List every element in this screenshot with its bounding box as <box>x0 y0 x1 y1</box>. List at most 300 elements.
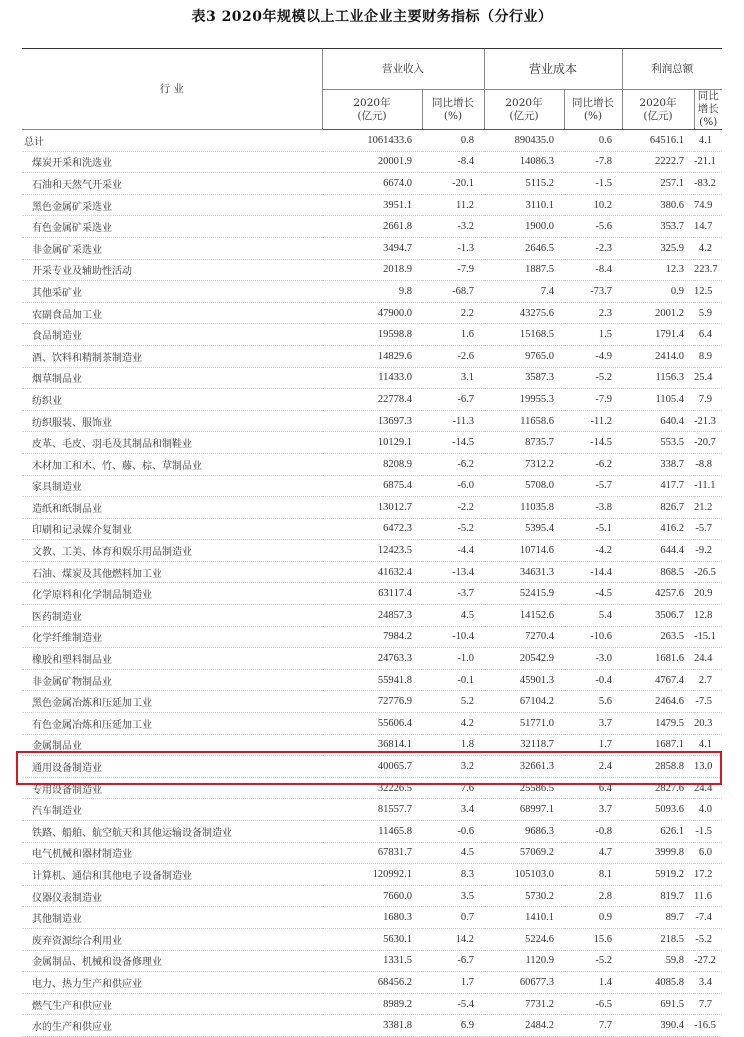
table-row <box>22 518 722 540</box>
cost-value-cell: 14086.3 <box>484 151 564 173</box>
industry-cell: 木材加工和木、竹、藤、棕、草制品业 <box>22 453 322 475</box>
table-row <box>22 713 722 735</box>
cost-growth-cell: -7.8 <box>564 151 622 173</box>
revenue-growth-cell: 6.9 <box>422 1015 484 1037</box>
cost-value-cell: 20542.9 <box>484 648 564 670</box>
cost-value-cell: 57069.2 <box>484 842 564 864</box>
revenue-growth-cell: -0.1 <box>422 669 484 691</box>
revenue-growth-cell: 3.4 <box>422 799 484 821</box>
industry-cell: 开采专业及辅助性活动 <box>22 259 322 281</box>
revenue-growth-cell: 0.8 <box>422 130 484 152</box>
profit-value-cell: 338.7 <box>622 453 694 475</box>
industry-cell: 其他制造业 <box>22 907 322 929</box>
cost-growth-cell: -5.2 <box>564 950 622 972</box>
industry-cell: 电力、热力生产和供应业 <box>22 972 322 994</box>
cost-growth-cell: 3.7 <box>564 713 622 735</box>
header-growth-unit: (%) <box>443 109 463 122</box>
table-row <box>22 756 722 778</box>
cost-growth-cell: -14.4 <box>564 561 622 583</box>
revenue-growth-cell: -5.4 <box>422 993 484 1015</box>
table-row <box>22 777 722 799</box>
header-value-year: 2020年 <box>353 96 391 109</box>
table-row <box>22 259 722 281</box>
revenue-value-cell: 67831.7 <box>322 842 422 864</box>
cost-value-cell: 105103.0 <box>484 864 564 886</box>
cost-value-cell: 60677.3 <box>484 972 564 994</box>
table-row <box>22 993 722 1015</box>
cost-value-cell: 11035.8 <box>484 497 564 519</box>
header-value-unit: (亿元) <box>357 109 387 122</box>
cost-growth-cell: -6.2 <box>564 453 622 475</box>
revenue-growth-cell: -1.3 <box>422 237 484 259</box>
industry-cell: 文教、工美、体育和娱乐用品制造业 <box>22 540 322 562</box>
revenue-value-cell: 9.8 <box>322 281 422 303</box>
profit-value-cell: 380.6 <box>622 194 694 216</box>
revenue-value-cell: 1680.3 <box>322 907 422 929</box>
table-row <box>22 345 722 367</box>
revenue-growth-cell: -13.4 <box>422 561 484 583</box>
profit-growth-cell: -26.5 <box>694 561 722 583</box>
revenue-value-cell: 2661.8 <box>322 216 422 238</box>
table-row <box>22 842 722 864</box>
cost-value-cell: 3110.1 <box>484 194 564 216</box>
table-row <box>22 950 722 972</box>
revenue-value-cell: 22778.4 <box>322 389 422 411</box>
revenue-growth-cell: -20.1 <box>422 173 484 195</box>
industry-cell: 酒、饮料和精制茶制造业 <box>22 345 322 367</box>
table-row <box>22 928 722 950</box>
cost-growth-cell: -10.6 <box>564 626 622 648</box>
cost-growth-cell: 4.7 <box>564 842 622 864</box>
financial-table-container <box>22 48 722 1037</box>
cost-value-cell: 1900.0 <box>484 216 564 238</box>
profit-value-cell: 4257.6 <box>622 583 694 605</box>
profit-value-cell: 826.7 <box>622 497 694 519</box>
revenue-value-cell: 6875.4 <box>322 475 422 497</box>
cost-value-cell: 7312.2 <box>484 453 564 475</box>
profit-value-cell: 263.5 <box>622 626 694 648</box>
table-row-total <box>22 130 722 152</box>
revenue-growth-cell: 8.3 <box>422 864 484 886</box>
cost-growth-cell: -5.7 <box>564 475 622 497</box>
profit-growth-cell: 12.8 <box>694 605 722 627</box>
profit-value-cell: 3999.8 <box>622 842 694 864</box>
cost-value-cell: 1410.1 <box>484 907 564 929</box>
profit-value-cell: 553.5 <box>622 432 694 454</box>
revenue-growth-cell: -68.7 <box>422 281 484 303</box>
cost-growth-cell: -5.2 <box>564 367 622 389</box>
revenue-value-cell: 5630.1 <box>322 928 422 950</box>
cost-growth-cell: 8.1 <box>564 864 622 886</box>
profit-value-cell: 640.4 <box>622 410 694 432</box>
cost-value-cell: 8735.7 <box>484 432 564 454</box>
cost-growth-cell: 2.4 <box>564 756 622 778</box>
cost-value-cell: 14152.6 <box>484 605 564 627</box>
profit-value-cell: 416.2 <box>622 518 694 540</box>
table-row <box>22 821 722 843</box>
profit-value-cell: 691.5 <box>622 993 694 1015</box>
revenue-value-cell: 6472.3 <box>322 518 422 540</box>
profit-growth-cell: -5.7 <box>694 518 722 540</box>
profit-growth-cell: 12.5 <box>694 281 722 303</box>
header-value-unit: (亿元) <box>643 109 673 122</box>
cost-growth-cell: -11.2 <box>564 410 622 432</box>
industry-cell: 食品制造业 <box>22 324 322 346</box>
table-row <box>22 151 722 173</box>
revenue-value-cell: 11433.0 <box>322 367 422 389</box>
industry-cell: 家具制造业 <box>22 475 322 497</box>
cost-growth-cell: -1.5 <box>564 173 622 195</box>
header-growth-label: 同比增长 <box>697 90 719 115</box>
cost-value-cell: 5115.2 <box>484 173 564 195</box>
cost-value-cell: 67104.2 <box>484 691 564 713</box>
profit-growth-cell: 74.9 <box>694 194 722 216</box>
cost-value-cell: 2484.2 <box>484 1015 564 1037</box>
cost-growth-cell: 0.6 <box>564 130 622 152</box>
header-growth-unit: (%) <box>699 116 718 128</box>
profit-value-cell: 1681.6 <box>622 648 694 670</box>
industry-cell: 化学原料和化学制品制造业 <box>22 583 322 605</box>
cost-value-cell: 32118.7 <box>484 734 564 756</box>
industry-cell: 医药制造业 <box>22 605 322 627</box>
table-body <box>22 130 722 1037</box>
profit-growth-cell: 21.2 <box>694 497 722 519</box>
profit-growth-cell: 5.9 <box>694 302 722 324</box>
cost-value-cell: 9765.0 <box>484 345 564 367</box>
cost-value-cell: 15168.5 <box>484 324 564 346</box>
profit-value-cell: 2858.8 <box>622 756 694 778</box>
industry-cell: 造纸和纸制品业 <box>22 497 322 519</box>
profit-growth-cell: 24.4 <box>694 777 722 799</box>
profit-growth-cell: 4.1 <box>694 130 722 152</box>
header-cost-value <box>484 90 564 130</box>
revenue-value-cell: 120992.1 <box>322 864 422 886</box>
industry-cell: 农副食品加工业 <box>22 302 322 324</box>
header-value-year: 2020年 <box>639 96 677 109</box>
cost-growth-cell: 2.8 <box>564 885 622 907</box>
revenue-value-cell: 3381.8 <box>322 1015 422 1037</box>
profit-value-cell: 1479.5 <box>622 713 694 735</box>
revenue-growth-cell: 5.2 <box>422 691 484 713</box>
profit-growth-cell: -16.5 <box>694 1015 722 1037</box>
revenue-growth-cell: -6.7 <box>422 389 484 411</box>
revenue-growth-cell: 14.2 <box>422 928 484 950</box>
revenue-value-cell: 8208.9 <box>322 453 422 475</box>
profit-growth-cell: -9.2 <box>694 540 722 562</box>
revenue-growth-cell: -3.2 <box>422 216 484 238</box>
cost-value-cell: 5708.0 <box>484 475 564 497</box>
profit-growth-cell: -83.2 <box>694 173 722 195</box>
industry-cell: 有色金属冶炼和压延加工业 <box>22 713 322 735</box>
profit-value-cell: 2414.0 <box>622 345 694 367</box>
cost-growth-cell: 1.4 <box>564 972 622 994</box>
table-row <box>22 691 722 713</box>
industry-cell: 燃气生产和供应业 <box>22 993 322 1015</box>
profit-growth-cell: 4.2 <box>694 237 722 259</box>
industry-cell: 非金属矿物制品业 <box>22 669 322 691</box>
profit-value-cell: 1156.3 <box>622 367 694 389</box>
cost-value-cell: 19955.3 <box>484 389 564 411</box>
revenue-growth-cell: -14.5 <box>422 432 484 454</box>
cost-growth-cell: 5.4 <box>564 605 622 627</box>
revenue-growth-cell: 7.6 <box>422 777 484 799</box>
page-title: 表3 2020年规模以上工业企业主要财务指标（分行业） <box>191 9 553 25</box>
cost-growth-cell: 6.4 <box>564 777 622 799</box>
profit-value-cell: 64516.1 <box>622 130 694 152</box>
table-row <box>22 583 722 605</box>
profit-value-cell: 390.4 <box>622 1015 694 1037</box>
profit-value-cell: 1105.4 <box>622 389 694 411</box>
table-row <box>22 907 722 929</box>
table-row <box>22 1015 722 1037</box>
revenue-value-cell: 10129.1 <box>322 432 422 454</box>
revenue-value-cell: 1331.5 <box>322 950 422 972</box>
table-row <box>22 324 722 346</box>
profit-growth-cell: -7.5 <box>694 691 722 713</box>
table-row <box>22 475 722 497</box>
cost-value-cell: 32661.3 <box>484 756 564 778</box>
cost-growth-cell: -73.7 <box>564 281 622 303</box>
profit-value-cell: 12.3 <box>622 259 694 281</box>
table-row <box>22 799 722 821</box>
cost-value-cell: 10714.6 <box>484 540 564 562</box>
revenue-growth-cell: 1.7 <box>422 972 484 994</box>
profit-growth-cell: 11.6 <box>694 885 722 907</box>
table-row <box>22 885 722 907</box>
revenue-value-cell: 24857.3 <box>322 605 422 627</box>
table-row <box>22 453 722 475</box>
revenue-growth-cell: 3.1 <box>422 367 484 389</box>
profit-growth-cell: -21.1 <box>694 151 722 173</box>
revenue-growth-cell: -7.9 <box>422 259 484 281</box>
cost-value-cell: 7.4 <box>484 281 564 303</box>
cost-growth-cell: -3.8 <box>564 497 622 519</box>
industry-cell: 废弃资源综合利用业 <box>22 928 322 950</box>
revenue-value-cell: 2018.9 <box>322 259 422 281</box>
cost-value-cell: 11658.6 <box>484 410 564 432</box>
industry-cell: 石油和天然气开采业 <box>22 173 322 195</box>
revenue-value-cell: 63117.4 <box>322 583 422 605</box>
revenue-value-cell: 36814.1 <box>322 734 422 756</box>
cost-value-cell: 51771.0 <box>484 713 564 735</box>
revenue-growth-cell: -6.7 <box>422 950 484 972</box>
cost-value-cell: 2646.5 <box>484 237 564 259</box>
industry-cell: 铁路、船舶、航空航天和其他运输设备制造业 <box>22 821 322 843</box>
header-value-unit: (亿元) <box>509 109 539 122</box>
cost-growth-cell: -14.5 <box>564 432 622 454</box>
revenue-value-cell: 3951.1 <box>322 194 422 216</box>
revenue-growth-cell: -6.2 <box>422 453 484 475</box>
cost-value-cell: 9686.3 <box>484 821 564 843</box>
industry-cell: 非金属矿采选业 <box>22 237 322 259</box>
revenue-growth-cell: -0.6 <box>422 821 484 843</box>
profit-growth-cell: 25.4 <box>694 367 722 389</box>
profit-growth-cell: -11.1 <box>694 475 722 497</box>
cost-value-cell: 45901.3 <box>484 669 564 691</box>
profit-value-cell: 353.7 <box>622 216 694 238</box>
revenue-growth-cell: -2.2 <box>422 497 484 519</box>
revenue-value-cell: 55941.8 <box>322 669 422 691</box>
profit-value-cell: 2464.6 <box>622 691 694 713</box>
cost-growth-cell: -3.0 <box>564 648 622 670</box>
revenue-value-cell: 19598.8 <box>322 324 422 346</box>
revenue-growth-cell: -10.4 <box>422 626 484 648</box>
profit-growth-cell: 4.1 <box>694 734 722 756</box>
profit-growth-cell: 6.4 <box>694 324 722 346</box>
profit-value-cell: 819.7 <box>622 885 694 907</box>
cost-growth-cell: -7.9 <box>564 389 622 411</box>
profit-value-cell: 868.5 <box>622 561 694 583</box>
industry-cell: 黑色金属矿采选业 <box>22 194 322 216</box>
header-cost-growth <box>564 90 622 130</box>
profit-growth-cell: 6.0 <box>694 842 722 864</box>
profit-growth-cell: 20.3 <box>694 713 722 735</box>
table-row <box>22 367 722 389</box>
profit-value-cell: 1687.1 <box>622 734 694 756</box>
revenue-growth-cell: 4.2 <box>422 713 484 735</box>
profit-value-cell: 325.9 <box>622 237 694 259</box>
industry-cell: 皮革、毛皮、羽毛及其制品和制鞋业 <box>22 432 322 454</box>
profit-growth-cell: -15.1 <box>694 626 722 648</box>
industry-cell: 仪器仪表制造业 <box>22 885 322 907</box>
profit-growth-cell: 3.4 <box>694 972 722 994</box>
industry-cell: 通用设备制造业 <box>22 756 322 778</box>
profit-value-cell: 4085.8 <box>622 972 694 994</box>
revenue-growth-cell: 2.2 <box>422 302 484 324</box>
cost-growth-cell: -6.5 <box>564 993 622 1015</box>
profit-growth-cell: 13.0 <box>694 756 722 778</box>
cost-value-cell: 25586.5 <box>484 777 564 799</box>
header-revenue-growth <box>422 90 484 130</box>
header-value-year: 2020年 <box>505 96 543 109</box>
table-row <box>22 389 722 411</box>
revenue-growth-cell: -8.4 <box>422 151 484 173</box>
table-row <box>22 540 722 562</box>
profit-value-cell: 2222.7 <box>622 151 694 173</box>
cost-growth-cell: -8.4 <box>564 259 622 281</box>
table-row <box>22 216 722 238</box>
industry-cell: 印刷和记录媒介复制业 <box>22 518 322 540</box>
profit-value-cell: 59.8 <box>622 950 694 972</box>
profit-value-cell: 3506.7 <box>622 605 694 627</box>
revenue-value-cell: 1061433.6 <box>322 130 422 152</box>
cost-value-cell: 7270.4 <box>484 626 564 648</box>
revenue-value-cell: 7660.0 <box>322 885 422 907</box>
cost-value-cell: 7731.2 <box>484 993 564 1015</box>
industry-cell: 金属制品、机械和设备修理业 <box>22 950 322 972</box>
header-industry: 行 业 <box>22 49 322 130</box>
profit-value-cell: 257.1 <box>622 173 694 195</box>
profit-growth-cell: -27.2 <box>694 950 722 972</box>
cost-value-cell: 3587.3 <box>484 367 564 389</box>
industry-cell: 计算机、通信和其他电子设备制造业 <box>22 864 322 886</box>
profit-value-cell: 2827.6 <box>622 777 694 799</box>
profit-growth-cell: 223.7 <box>694 259 722 281</box>
cost-growth-cell: -5.1 <box>564 518 622 540</box>
revenue-value-cell: 13012.7 <box>322 497 422 519</box>
cost-value-cell: 43275.6 <box>484 302 564 324</box>
revenue-value-cell: 32226.5 <box>322 777 422 799</box>
revenue-value-cell: 13697.3 <box>322 410 422 432</box>
industry-cell: 有色金属矿采选业 <box>22 216 322 238</box>
industry-cell: 纺织业 <box>22 389 322 411</box>
revenue-value-cell: 11465.8 <box>322 821 422 843</box>
table-row <box>22 561 722 583</box>
table-row <box>22 626 722 648</box>
profit-value-cell: 2001.2 <box>622 302 694 324</box>
cost-growth-cell: -4.9 <box>564 345 622 367</box>
revenue-growth-cell: 0.7 <box>422 907 484 929</box>
revenue-growth-cell: 3.5 <box>422 885 484 907</box>
cost-growth-cell: 1.7 <box>564 734 622 756</box>
cost-value-cell: 34631.3 <box>484 561 564 583</box>
cost-growth-cell: 15.6 <box>564 928 622 950</box>
header-growth-label: 同比增长 <box>572 96 614 109</box>
revenue-value-cell: 6674.0 <box>322 173 422 195</box>
revenue-value-cell: 47900.0 <box>322 302 422 324</box>
industry-cell: 专用设备制造业 <box>22 777 322 799</box>
header-group-revenue: 营业收入 <box>322 49 484 90</box>
header-row-groups <box>22 49 722 90</box>
cost-growth-cell: -4.5 <box>564 583 622 605</box>
profit-growth-cell: -20.7 <box>694 432 722 454</box>
industry-cell: 煤炭开采和洗选业 <box>22 151 322 173</box>
profit-growth-cell: 7.9 <box>694 389 722 411</box>
revenue-value-cell: 7984.2 <box>322 626 422 648</box>
profit-growth-cell: -21.3 <box>694 410 722 432</box>
revenue-growth-cell: -4.4 <box>422 540 484 562</box>
industry-cell: 汽车制造业 <box>22 799 322 821</box>
financial-indicators-table <box>22 48 722 1037</box>
industry-cell: 烟草制品业 <box>22 367 322 389</box>
revenue-value-cell: 81557.7 <box>322 799 422 821</box>
revenue-growth-cell: 4.5 <box>422 605 484 627</box>
profit-growth-cell: 14.7 <box>694 216 722 238</box>
header-growth-unit: (%) <box>583 109 603 122</box>
table-row <box>22 410 722 432</box>
table-row <box>22 648 722 670</box>
header-profit-growth <box>694 90 722 130</box>
profit-value-cell: 417.7 <box>622 475 694 497</box>
header-group-cost: 营业成本 <box>484 49 622 90</box>
industry-cell: 石油、煤炭及其他燃料加工业 <box>22 561 322 583</box>
profit-growth-cell: -8.8 <box>694 453 722 475</box>
profit-growth-cell: 17.2 <box>694 864 722 886</box>
revenue-growth-cell: 1.6 <box>422 324 484 346</box>
profit-growth-cell: 2.7 <box>694 669 722 691</box>
profit-value-cell: 5093.6 <box>622 799 694 821</box>
revenue-growth-cell: 3.2 <box>422 756 484 778</box>
cost-growth-cell: -0.4 <box>564 669 622 691</box>
profit-growth-cell: -7.4 <box>694 907 722 929</box>
profit-growth-cell: 20.9 <box>694 583 722 605</box>
profit-value-cell: 4767.4 <box>622 669 694 691</box>
profit-growth-cell: -5.2 <box>694 928 722 950</box>
profit-growth-cell: 4.0 <box>694 799 722 821</box>
cost-value-cell: 5730.2 <box>484 885 564 907</box>
cost-value-cell: 5224.6 <box>484 928 564 950</box>
profit-growth-cell: 7.7 <box>694 993 722 1015</box>
table-row <box>22 194 722 216</box>
table-row <box>22 605 722 627</box>
cost-growth-cell: 0.9 <box>564 907 622 929</box>
revenue-value-cell: 55606.4 <box>322 713 422 735</box>
cost-growth-cell: -2.3 <box>564 237 622 259</box>
revenue-value-cell: 8989.2 <box>322 993 422 1015</box>
revenue-value-cell: 14829.6 <box>322 345 422 367</box>
cost-value-cell: 890435.0 <box>484 130 564 152</box>
table-row <box>22 497 722 519</box>
